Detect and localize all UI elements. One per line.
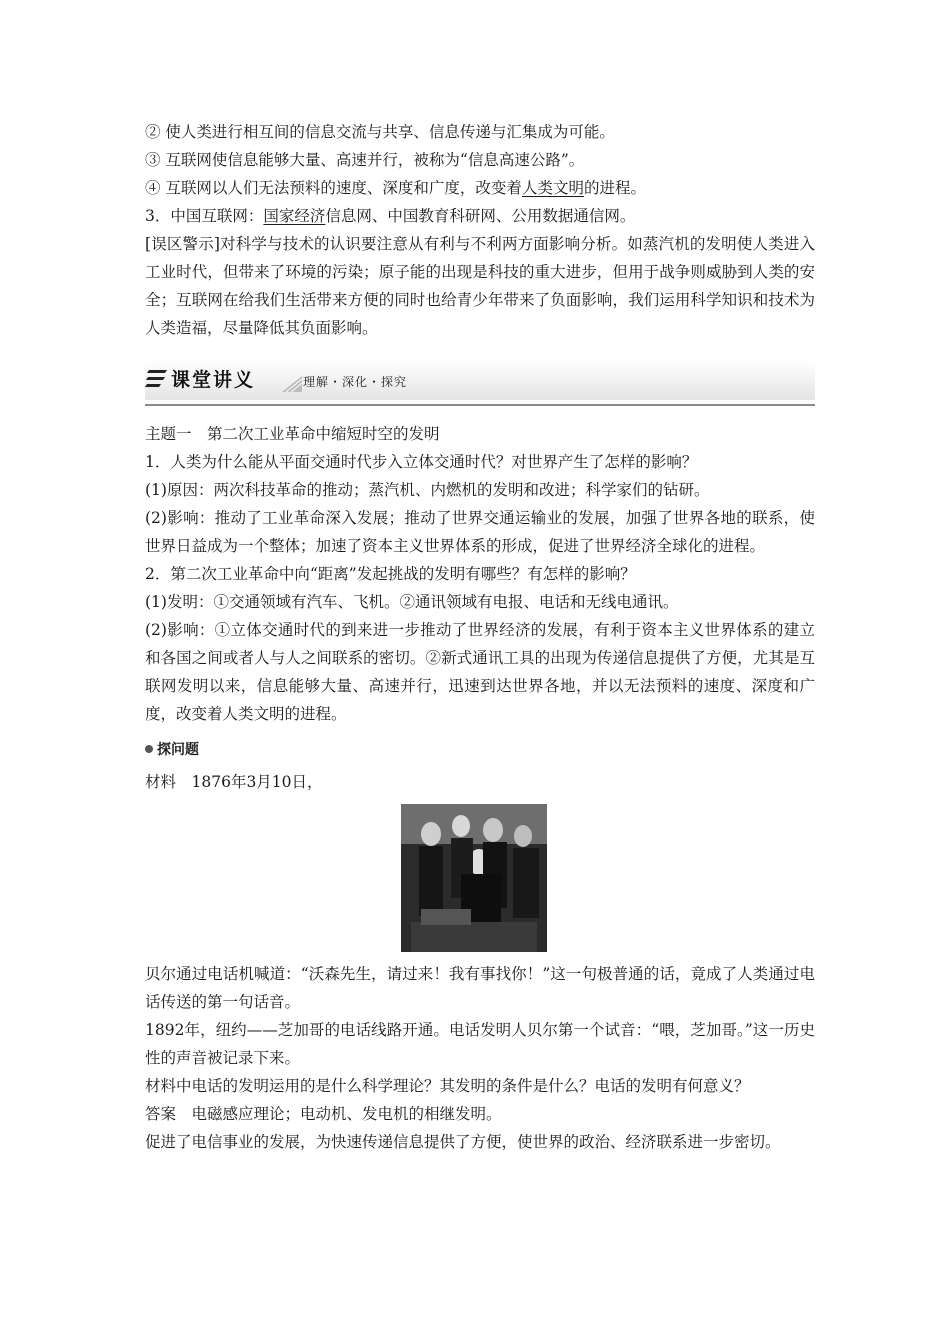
topic-title: 主题一 第二次工业革命中缩短时空的发明 — [145, 425, 440, 443]
underlined-term: 人类文明 — [521, 179, 584, 197]
question: 材料中电话的发明运用的是什么科学理论？其发明的条件是什么？电话的发明有何意义？ — [145, 1077, 750, 1095]
answer: 促进了电信事业的发展，为快速传递信息提供了方便，使世界的政治、经济联系进一步密切。 — [145, 1133, 781, 1151]
answer-point: (1)原因：两次科技革命的推动；蒸汽机、内燃机的发明和改进；科学家们的钻研。 — [145, 481, 710, 499]
answer-point: (2)影响：推动了工业革命深入发展；推动了世界交通运输业的发展，加强了世界各地的联系，使世界日益成为一个整体；加速了资本主义世界体系的形成，促进了世界经济全球化的进程。 — [145, 509, 815, 555]
triangle-icon — [282, 376, 302, 392]
material-paragraph: 贝尔通过电话机喊道：“沃森先生，请过来！我有事找你！”这一句极普通的话，竟成了人类通过电话传送的第一句话音。 — [145, 965, 815, 1011]
answer-point: (1)发明：①交通领域有汽车、飞机。②通讯领域有电报、电话和无线电通讯。 — [145, 593, 679, 611]
section-banner — [145, 356, 815, 406]
answer: 答案 电磁感应理论；电动机、发电机的相继发明。 — [145, 1105, 502, 1123]
paragraph: ③ 互联网使信息能够大量、高速并行，被称为“信息高速公路”。 — [145, 151, 585, 169]
bullet-icon — [145, 745, 153, 753]
question: 2．第二次工业革命中向“距离”发起挑战的发明有哪些？有怎样的影响？ — [145, 565, 636, 583]
paragraph: 3．中国互联网：国家经济信息网、中国教育科研网、公用数据通信网。 — [145, 207, 636, 225]
paragraph: ④ 互联网以人们无法预料的速度、深度和广度，改变着人类文明的进程。 — [145, 179, 646, 197]
explore-heading: 探问题 — [145, 736, 815, 764]
warning-paragraph: [误区警示]对科学与技术的认识要注意从有利与不利两方面影响分析。如蒸汽机的发明使人类进入工业时代，但带来了环境的污染；原子能的出现是科技的重大进步，但用于战争则威胁到人类的安全；互联网在给我们生活带来方便的同时也给青少年带来了负面影响，我们运用科学知识和技术为人类造福，尽量降低其负面影响。 — [145, 235, 815, 337]
material-paragraph: 1892年，纽约——芝加哥的电话线路开通。电话发明人贝尔第一个试音：“喂，芝加哥。”这一历史性的声音被记录下来。 — [145, 1021, 815, 1067]
photo-figures — [401, 804, 547, 952]
bell-telephone-photo — [401, 804, 547, 952]
document-page — [145, 118, 815, 1156]
answer-point: (2)影响：①立体交通时代的到来进一步推动了世界经济的发展，有利于资本主义世界体系的建立和各国之间或者人与人之间联系的密切。②新式通讯工具的出现为传递信息提供了方便，尤其是互联网发明以来，信息能够大量、高速并行，迅速到达世界各地，并以无法预料的速度、深度和广度，改变着人类文明的进程。 — [145, 621, 815, 723]
stripes-icon — [145, 370, 167, 388]
material-intro: 材料 1876年3月10日， — [145, 773, 323, 791]
banner-title: 课堂讲义 — [171, 369, 256, 391]
paragraph: ② 使人类进行相互间的信息交流与共享、信息传递与汇集成为可能。 — [145, 123, 615, 141]
question: 1．人类为什么能从平面交通时代步入立体交通时代？对世界产生了怎样的影响？ — [145, 453, 698, 471]
underlined-term: 国家经济 — [263, 207, 326, 225]
banner-subtitle: 理解・深化・探究 — [303, 375, 408, 389]
